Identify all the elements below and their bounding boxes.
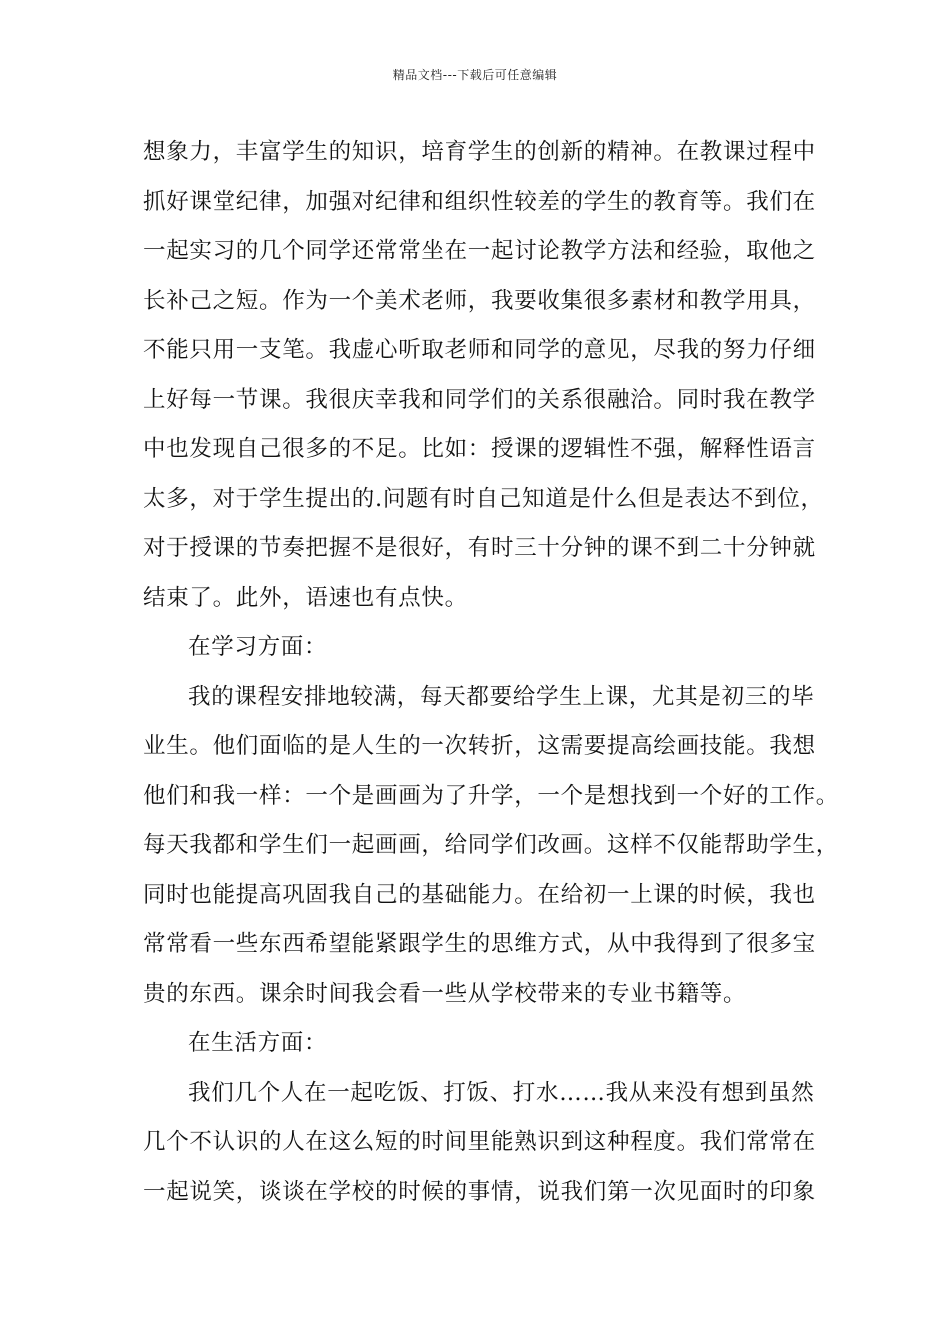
text-line: 长补己之短。作为一个美术老师，我要收集很多素材和教学用具， bbox=[143, 287, 816, 314]
page-header: 精品文档---下载后可任意编辑 bbox=[392, 68, 558, 82]
text-line: 几个不认识的人在这么短的时间里能熟识到这种程度。我们常常在 bbox=[143, 1129, 816, 1155]
text-line: 抓好课堂纪律，加强对纪律和组织性较差的学生的教育等。我们在 bbox=[143, 188, 816, 215]
text-line: 常常看一些东西希望能紧跟学生的思维方式，从中我得到了很多宝 bbox=[143, 931, 816, 957]
text-line: 业生。他们面临的是人生的一次转折，这需要提高绘画技能。我想 bbox=[143, 733, 816, 759]
text-line: 想象力，丰富学生的知识，培育学生的创新的精神。在教课过程中 bbox=[143, 139, 816, 165]
text-line: 同时也能提高巩固我自己的基础能力。在给初一上课的时候，我也 bbox=[143, 881, 816, 908]
text-line: 太多，对于学生提出的.问题有时自己知道是什么但是表达不到位， bbox=[143, 485, 824, 512]
text-line: 每天我都和学生们一起画画，给同学们改画。这样不仅能帮助学生， bbox=[143, 832, 840, 858]
section-heading-study: 在学习方面： bbox=[188, 634, 328, 660]
text-line: 一起说笑，谈谈在学校的时候的事情，说我们第一次见面时的印象 bbox=[143, 1178, 816, 1205]
paragraph-first-line: 我的课程安排地较满，每天都要给学生上课，尤其是初三的毕 bbox=[188, 683, 815, 710]
text-line: 他们和我一样：一个是画画为了升学，一个是想找到一个好的工作。 bbox=[143, 782, 840, 809]
text-line: 结束了。此外，语速也有点快。 bbox=[143, 584, 468, 611]
text-line: 不能只用一支笔。我虚心听取老师和同学的意见，尽我的努力仔细 bbox=[143, 337, 816, 363]
text-line: 上好每一节课。我很庆幸我和同学们的关系很融洽。同时我在教学 bbox=[143, 386, 816, 413]
text-line: 一起实习的几个同学还常常坐在一起讨论教学方法和经验，取他之 bbox=[143, 238, 816, 264]
text-line: 对于授课的节奏把握不是很好，有时三十分钟的课不到二十分钟就 bbox=[143, 535, 816, 561]
paragraph-first-line: 我们几个人在一起吃饭、打饭、打水……我从来没有想到虽然 bbox=[188, 1079, 815, 1106]
text-line: 贵的东西。课余时间我会看一些从学校带来的专业书籍等。 bbox=[143, 980, 747, 1007]
text-line: 中也发现自己很多的不足。比如：授课的逻辑性不强，解释性语言 bbox=[143, 436, 816, 462]
section-heading-life: 在生活方面： bbox=[188, 1030, 328, 1056]
body-text bbox=[143, 128, 840, 1217]
